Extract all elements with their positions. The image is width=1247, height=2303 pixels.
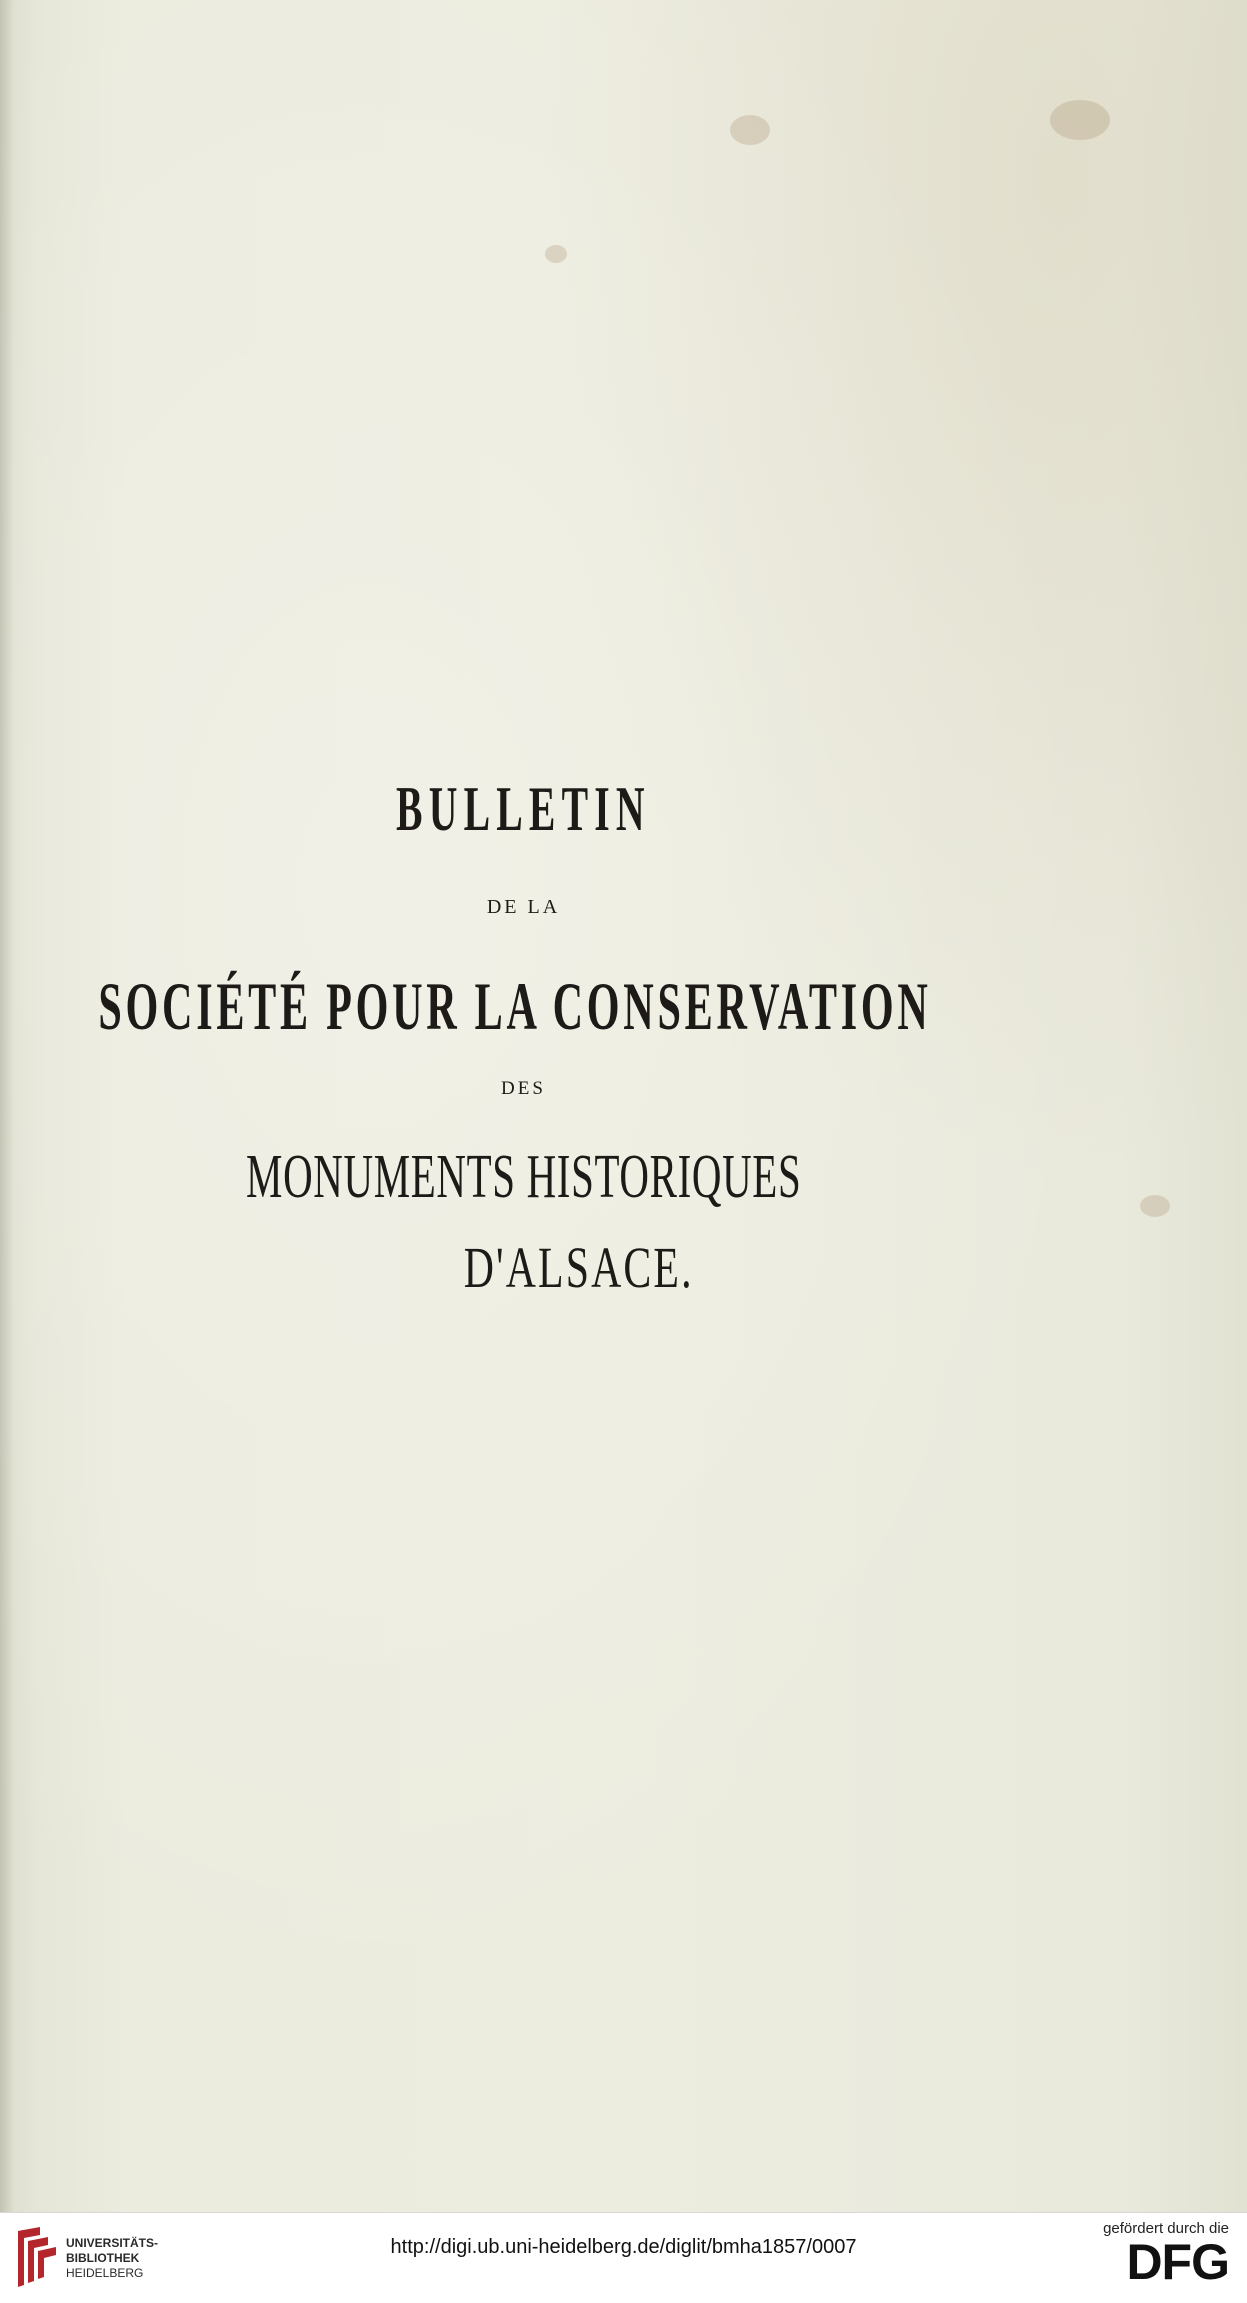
- paper-stain: [545, 245, 567, 263]
- title-bulletin: BULLETIN: [396, 773, 651, 844]
- dfg-logo[interactable]: DFG: [1126, 2234, 1229, 2290]
- paper-stain: [730, 115, 770, 145]
- funding-block: [1103, 2220, 1229, 2290]
- title-alsace: D'ALSACE.: [463, 1235, 694, 1300]
- title-de-la: DE LA: [486, 896, 561, 918]
- library-name-line1: UNIVERSITÄTS-: [66, 2235, 159, 2250]
- paper-stain: [1050, 100, 1110, 140]
- title-des: DES: [501, 1078, 546, 1099]
- funding-caption: gefördert durch die: [1103, 2220, 1229, 2237]
- library-name-line2: BIBLIOTHEK: [66, 2250, 140, 2265]
- page-url[interactable]: http://digi.ub.uni-heidelberg.de/diglit/bmha1857/0007: [390, 2236, 857, 2258]
- title-monuments: MONUMENTS HISTORIQUES: [245, 1143, 802, 1211]
- spine-shadow: [0, 0, 14, 2212]
- title-societe: SOCIÉTÉ POUR LA CONSERVATION: [98, 968, 932, 1044]
- library-name-line3: HEIDELBERG: [66, 2265, 144, 2280]
